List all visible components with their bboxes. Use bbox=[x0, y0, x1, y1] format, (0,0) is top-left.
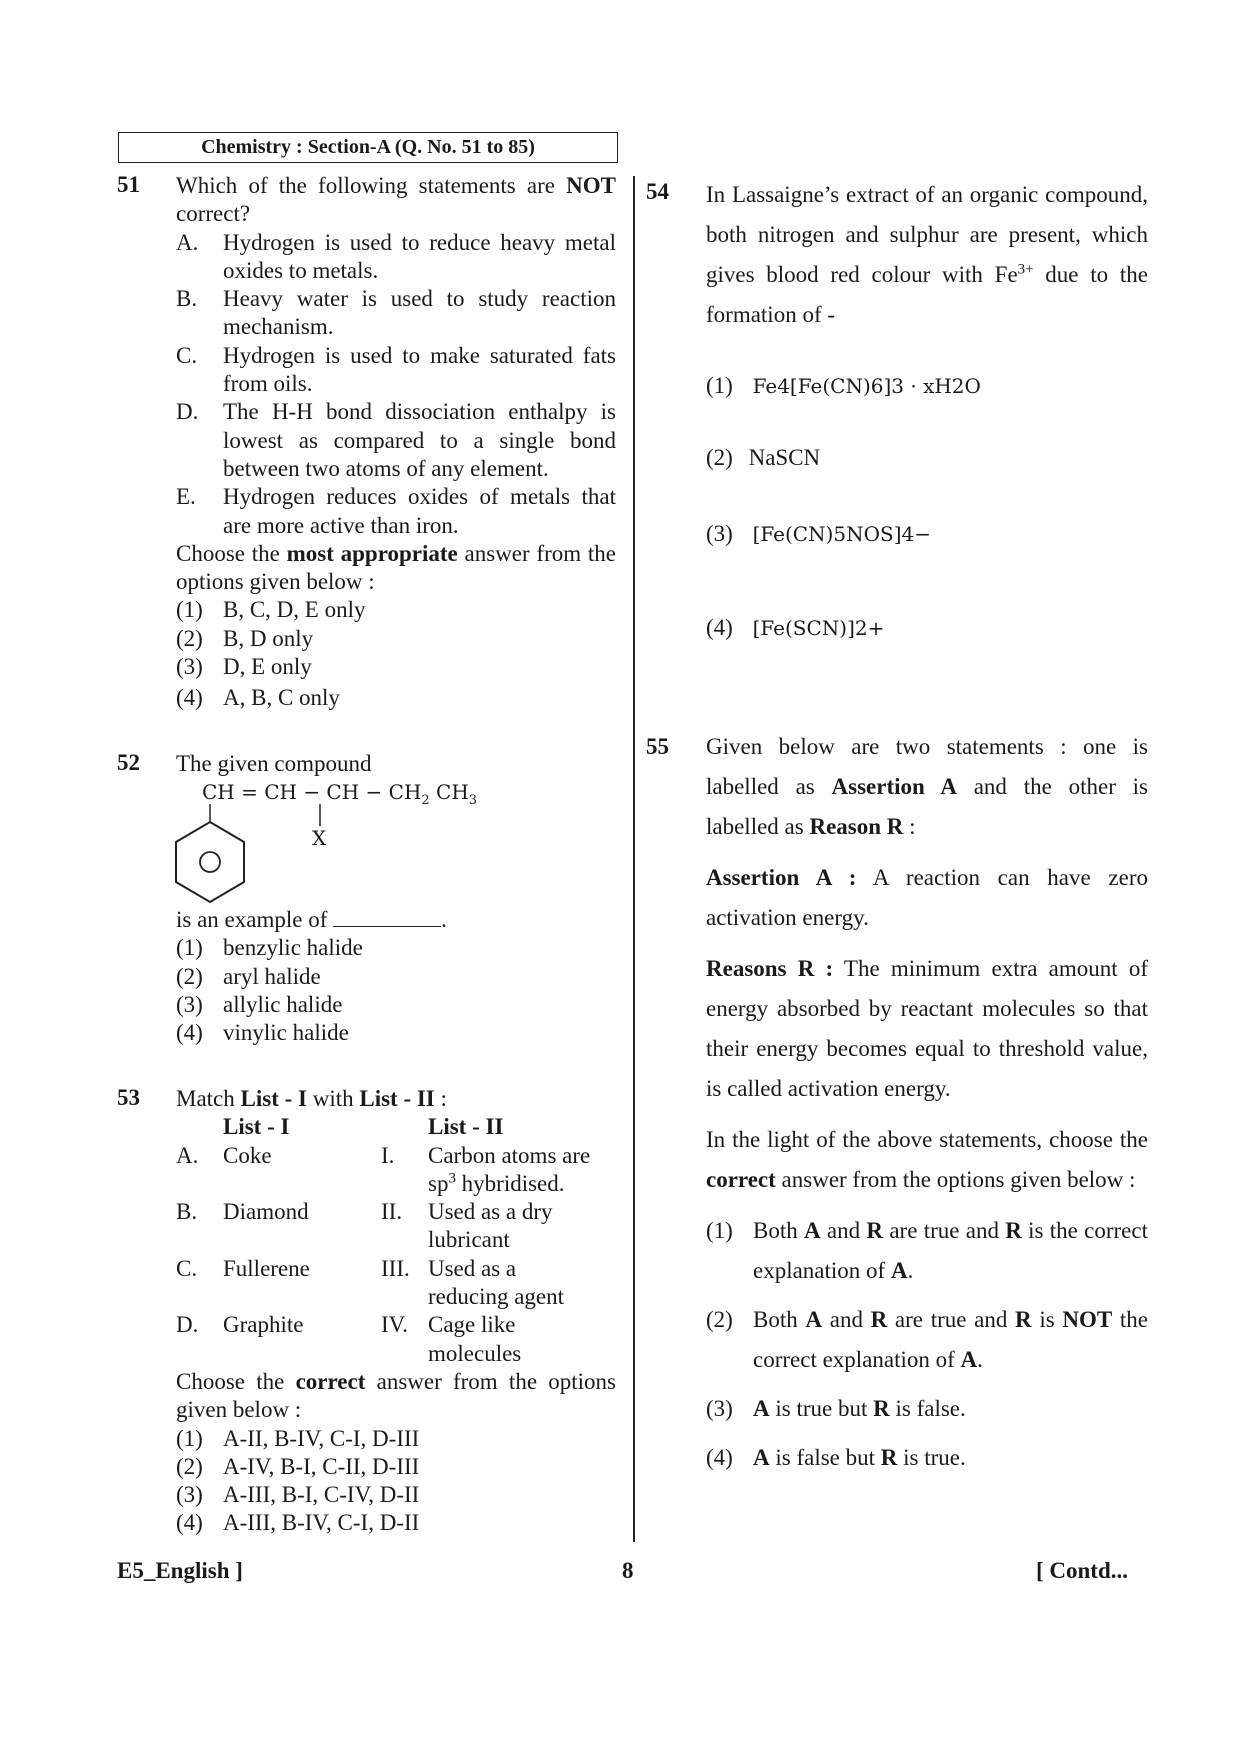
option-53-3[interactable]: (3) A-III, B-I, C-IV, D-II bbox=[176, 1482, 420, 1508]
formula-1: Fe4[Fe(CN)6]3 · xH2O bbox=[752, 374, 981, 398]
question-51-instruction: Choose the most appropriate answer from the options given below : bbox=[176, 540, 616, 595]
footer-booklet-code: E5_English ] bbox=[117, 1558, 243, 1583]
question-53-instruction: Choose the correct answer from the options given below : bbox=[176, 1368, 616, 1423]
question-number-53: 53 bbox=[117, 1085, 140, 1110]
question-52-body bbox=[176, 906, 616, 1047]
reason: Reasons R : The minimum extra amount of energy absorbed by reactant molecules so that their energy becomes equal to threshold value, is called activation energy. bbox=[706, 956, 1148, 1101]
option-53-2[interactable]: (2) A-IV, B-I, C-II, D-III bbox=[176, 1453, 420, 1479]
structure-chain: CH = CH − CH − $CH_2$ $CH_3$ bbox=[202, 780, 478, 808]
formula-2: NaSCN bbox=[748, 445, 821, 470]
question-53 bbox=[176, 1085, 616, 1538]
match-header bbox=[176, 1113, 616, 1141]
option-52-2[interactable]: (2) aryl halide bbox=[176, 963, 321, 989]
option-54-1[interactable]: (1) Fe4[Fe(CN)6]3 · xH2O bbox=[706, 373, 981, 398]
match-row: B. Diamond II. Used as a dry lubricant bbox=[176, 1199, 553, 1253]
option-55-4[interactable]: (4) A is false but R is true. bbox=[706, 1445, 966, 1470]
question-51 bbox=[176, 172, 616, 713]
option-52-1[interactable]: (1) benzylic halide bbox=[176, 935, 363, 961]
page-number: 8 bbox=[622, 1558, 634, 1583]
footer-continued: [ Contd... bbox=[1036, 1558, 1129, 1583]
option-51-4[interactable]: (4) A, B, C only bbox=[176, 685, 340, 711]
benzene-ring-structure bbox=[170, 804, 330, 916]
option-51-2[interactable]: (2) B, D only bbox=[176, 625, 314, 651]
option-52-4[interactable]: (4) vinylic halide bbox=[176, 1020, 349, 1046]
column-divider bbox=[633, 176, 635, 1542]
option-51-1[interactable]: (1) B, C, D, E only bbox=[176, 597, 366, 623]
question-number-55: 55 bbox=[646, 734, 669, 759]
assertion: Assertion A : A reaction can have zero activation energy. bbox=[706, 865, 1149, 930]
question-number-54: 54 bbox=[646, 179, 669, 204]
option-55-2[interactable]: (2) Both A and R are true and R is NOT the correct explanation of A. bbox=[706, 1307, 1149, 1372]
question-number-52: 52 bbox=[117, 750, 140, 775]
question-54-stem: In Lassaigne’s extract of an organic compound, both nitrogen and sulphur are present, which gives blood red colour with $Fe^{3+}$ due to the formation of - bbox=[706, 182, 1148, 327]
formula-3: [Fe(CN)5NOS]4− bbox=[752, 522, 932, 546]
option-54-4[interactable]: (4) [Fe(SCN)]2+ bbox=[706, 615, 885, 640]
question-55-intro: Given below are two statements : one is labelled as Assertion A and the other is labelled as Reason R : bbox=[706, 734, 1148, 839]
match-row: A. Coke I. Carbon atoms are $sp^3$ hybridised. bbox=[176, 1142, 591, 1196]
list-2-header: List - II bbox=[428, 1114, 504, 1140]
option-55-3[interactable]: (3) A is true but R is false. bbox=[706, 1396, 966, 1421]
option-53-4[interactable]: (4) A-III, B-IV, C-I, D-II bbox=[176, 1510, 420, 1536]
answer-blank bbox=[333, 906, 441, 927]
question-55 bbox=[706, 727, 1148, 1487]
option-53-1[interactable]: (1) A-II, B-IV, C-I, D-III bbox=[176, 1425, 420, 1451]
list-1-header: List - I bbox=[223, 1114, 290, 1140]
statement-d: D. The H-H bond dissociation enthalpy is lowest as compared to a single bond between two atoms of any element. bbox=[176, 399, 616, 481]
option-55-1[interactable]: (1) Both A and R are true and R is the correct explanation of A. bbox=[706, 1218, 1148, 1283]
question-55-instruction: In the light of the above statements, choose the correct answer from the options given below : bbox=[706, 1127, 1148, 1192]
question-number-51: 51 bbox=[117, 172, 140, 197]
structure-substituent: X bbox=[312, 826, 327, 850]
question-51-stem: Which of the following statements are NOT correct? bbox=[176, 173, 616, 227]
match-table bbox=[176, 1113, 616, 1368]
match-row: D. Graphite IV. Cage like molecules bbox=[176, 1312, 522, 1366]
option-54-3[interactable]: (3) [Fe(CN)5NOS]4− bbox=[706, 521, 932, 546]
question-53-stem: Match List - I with List - II : bbox=[176, 1086, 447, 1111]
statement-b: B. Heavy water is used to study reaction mechanism. bbox=[176, 286, 616, 340]
question-52-stem: The given compound bbox=[176, 751, 372, 776]
statement-a: A. Hydrogen is used to reduce heavy metal oxides to metals. bbox=[176, 229, 616, 283]
option-54-2[interactable]: (2) NaSCN bbox=[706, 445, 821, 470]
match-row: C. Fullerene III. Used as a reducing agent bbox=[176, 1255, 565, 1310]
option-51-3[interactable]: (3) D, E only bbox=[176, 654, 312, 680]
statement-e: E. Hydrogen reduces oxides of metals that are more active than iron. bbox=[176, 484, 616, 538]
statement-c: C. Hydrogen is used to make saturated fats from oils. bbox=[176, 342, 616, 397]
option-52-3[interactable]: (3) allylic halide bbox=[176, 991, 343, 1017]
formula-4: [Fe(SCN)]2+ bbox=[752, 616, 885, 640]
section-header: Chemistry : Section-A (Q. No. 51 to 85) bbox=[118, 132, 618, 163]
question-52-prompt: is an example of . bbox=[176, 907, 447, 932]
